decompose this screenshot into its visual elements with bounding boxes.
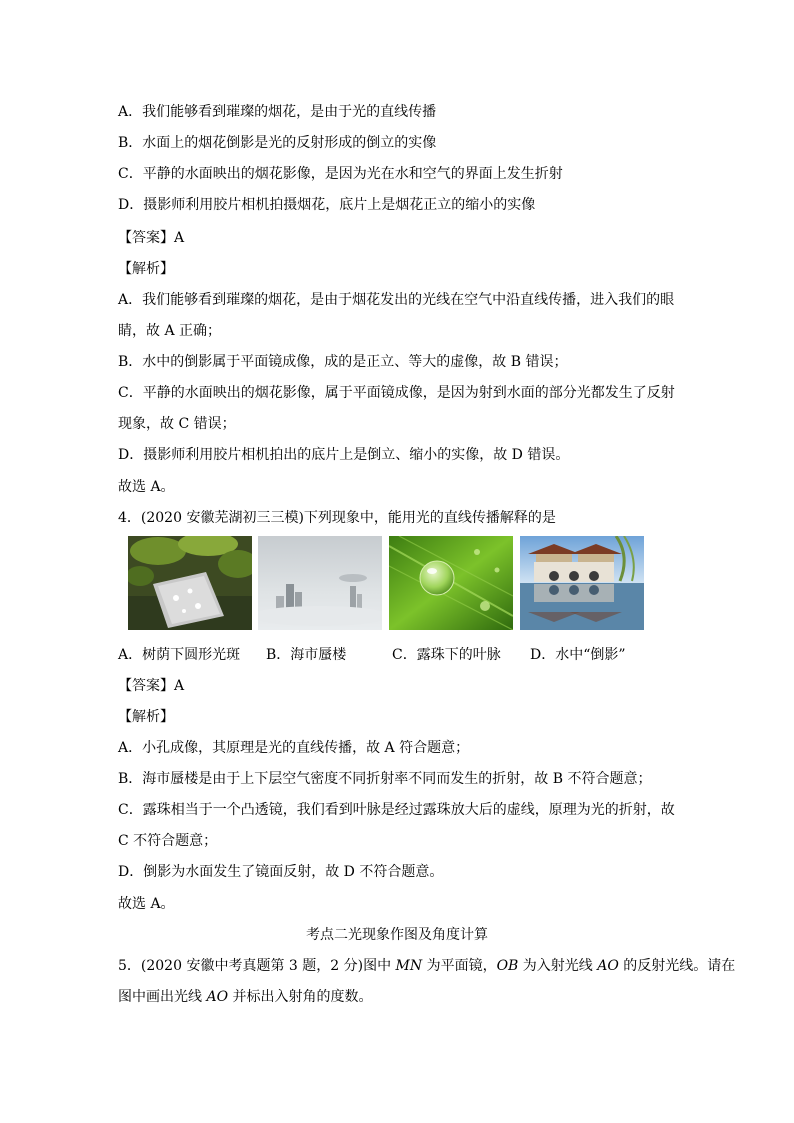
dewdrop-leaf-photo [389,536,513,630]
q3-analysis-line: D．摄影师利用胶片相机拍出的底片上是倒立、缩小的实像，故 D 错误。 [118,447,570,463]
q3-analysis-line: 现象，故 C 错误； [118,416,236,432]
q5-stem-prefix: 5．(2020 安徽中考真题第 3 题，2 分)图中 [118,958,396,974]
q4-option-d: D．水中“倒影” [530,647,626,663]
q5-ob: OB [496,958,519,974]
q4-conclusion: 故选 A。 [118,896,175,912]
q4-option-c: C．露珠下的叶脉 [392,647,501,663]
q3-option-c: C．平静的水面映出的烟花影像，是因为光在水和空气的界面上发生折射 [118,166,563,182]
q4-analysis-line: A．小孔成像，其原理是光的直线传播，故 A 符合题意； [118,740,470,756]
q4-option-a: A．树荫下圆形光斑 [118,647,241,663]
q5-stem-mid2: 为入射光线 [518,958,598,974]
q3-answer: 【答案】A [118,230,185,246]
mirage-photo [258,536,382,630]
q3-option-a: A．我们能够看到璀璨的烟花，是由于光的直线传播 [118,104,437,120]
q5-ao: AO [597,958,619,974]
q4-analysis-label: 【解析】 [118,709,174,725]
reflection-pavilion-photo [520,536,644,630]
q5-mn: MN [395,958,423,974]
q5-line2-prefix: 图中画出光线 [118,989,207,1005]
q5-stem-line2 [118,987,373,1007]
q5-ao: AO [206,989,229,1005]
q3-analysis-line: C．平静的水面映出的烟花影像，属于平面镜成像，是因为射到水面的部分光都发生了反射 [118,385,675,401]
shade-light-spots-photo [128,536,252,630]
q5-stem-mid1: 为平面镜， [422,958,497,974]
q3-analysis-line: B．水中的倒影属于平面镜成像，成的是正立、等大的虚像，故 B 错误； [118,354,568,370]
q4-stem: 4．(2020 安徽芜湖初三三模)下列现象中，能用光的直线传播解释的是 [118,510,556,526]
section-title: 考点二光现象作图及角度计算 [306,927,488,943]
q4-analysis-line: D．倒影为水面发生了镜面反射，故 D 不符合题意。 [118,864,444,880]
q5-stem-line1 [118,956,735,976]
q4-analysis-line: C．露珠相当于一个凸透镜，我们看到叶脉是经过露珠放大后的虚线，原理为光的折射，故 [118,802,675,818]
q3-analysis-line: A．我们能够看到璀璨的烟花，是由于烟花发出的光线在空气中沿直线传播，进入我们的眼 [118,292,675,308]
q3-analysis-label: 【解析】 [118,261,174,277]
q3-conclusion: 故选 A。 [118,479,175,495]
q4-option-b: B．海市蜃楼 [266,647,347,663]
q3-analysis-line: 睛，故 A 正确； [118,323,222,339]
q4-analysis-line: C 不符合题意； [118,833,218,849]
q3-option-b: B．水面上的烟花倒影是光的反射形成的倒立的实像 [118,135,437,151]
q4-analysis-line: B．海市蜃楼是由于上下层空气密度不同折射率不同而发生的折射，故 B 不符合题意； [118,771,652,787]
q5-line2-suffix: 并标出入射角的度数。 [228,989,373,1005]
q4-answer: 【答案】A [118,678,185,694]
q3-option-d: D．摄影师利用胶片相机拍摄烟花，底片上是烟花正立的缩小的实像 [118,197,536,213]
q5-stem-suffix: 的反射光线。请在 [618,958,736,974]
